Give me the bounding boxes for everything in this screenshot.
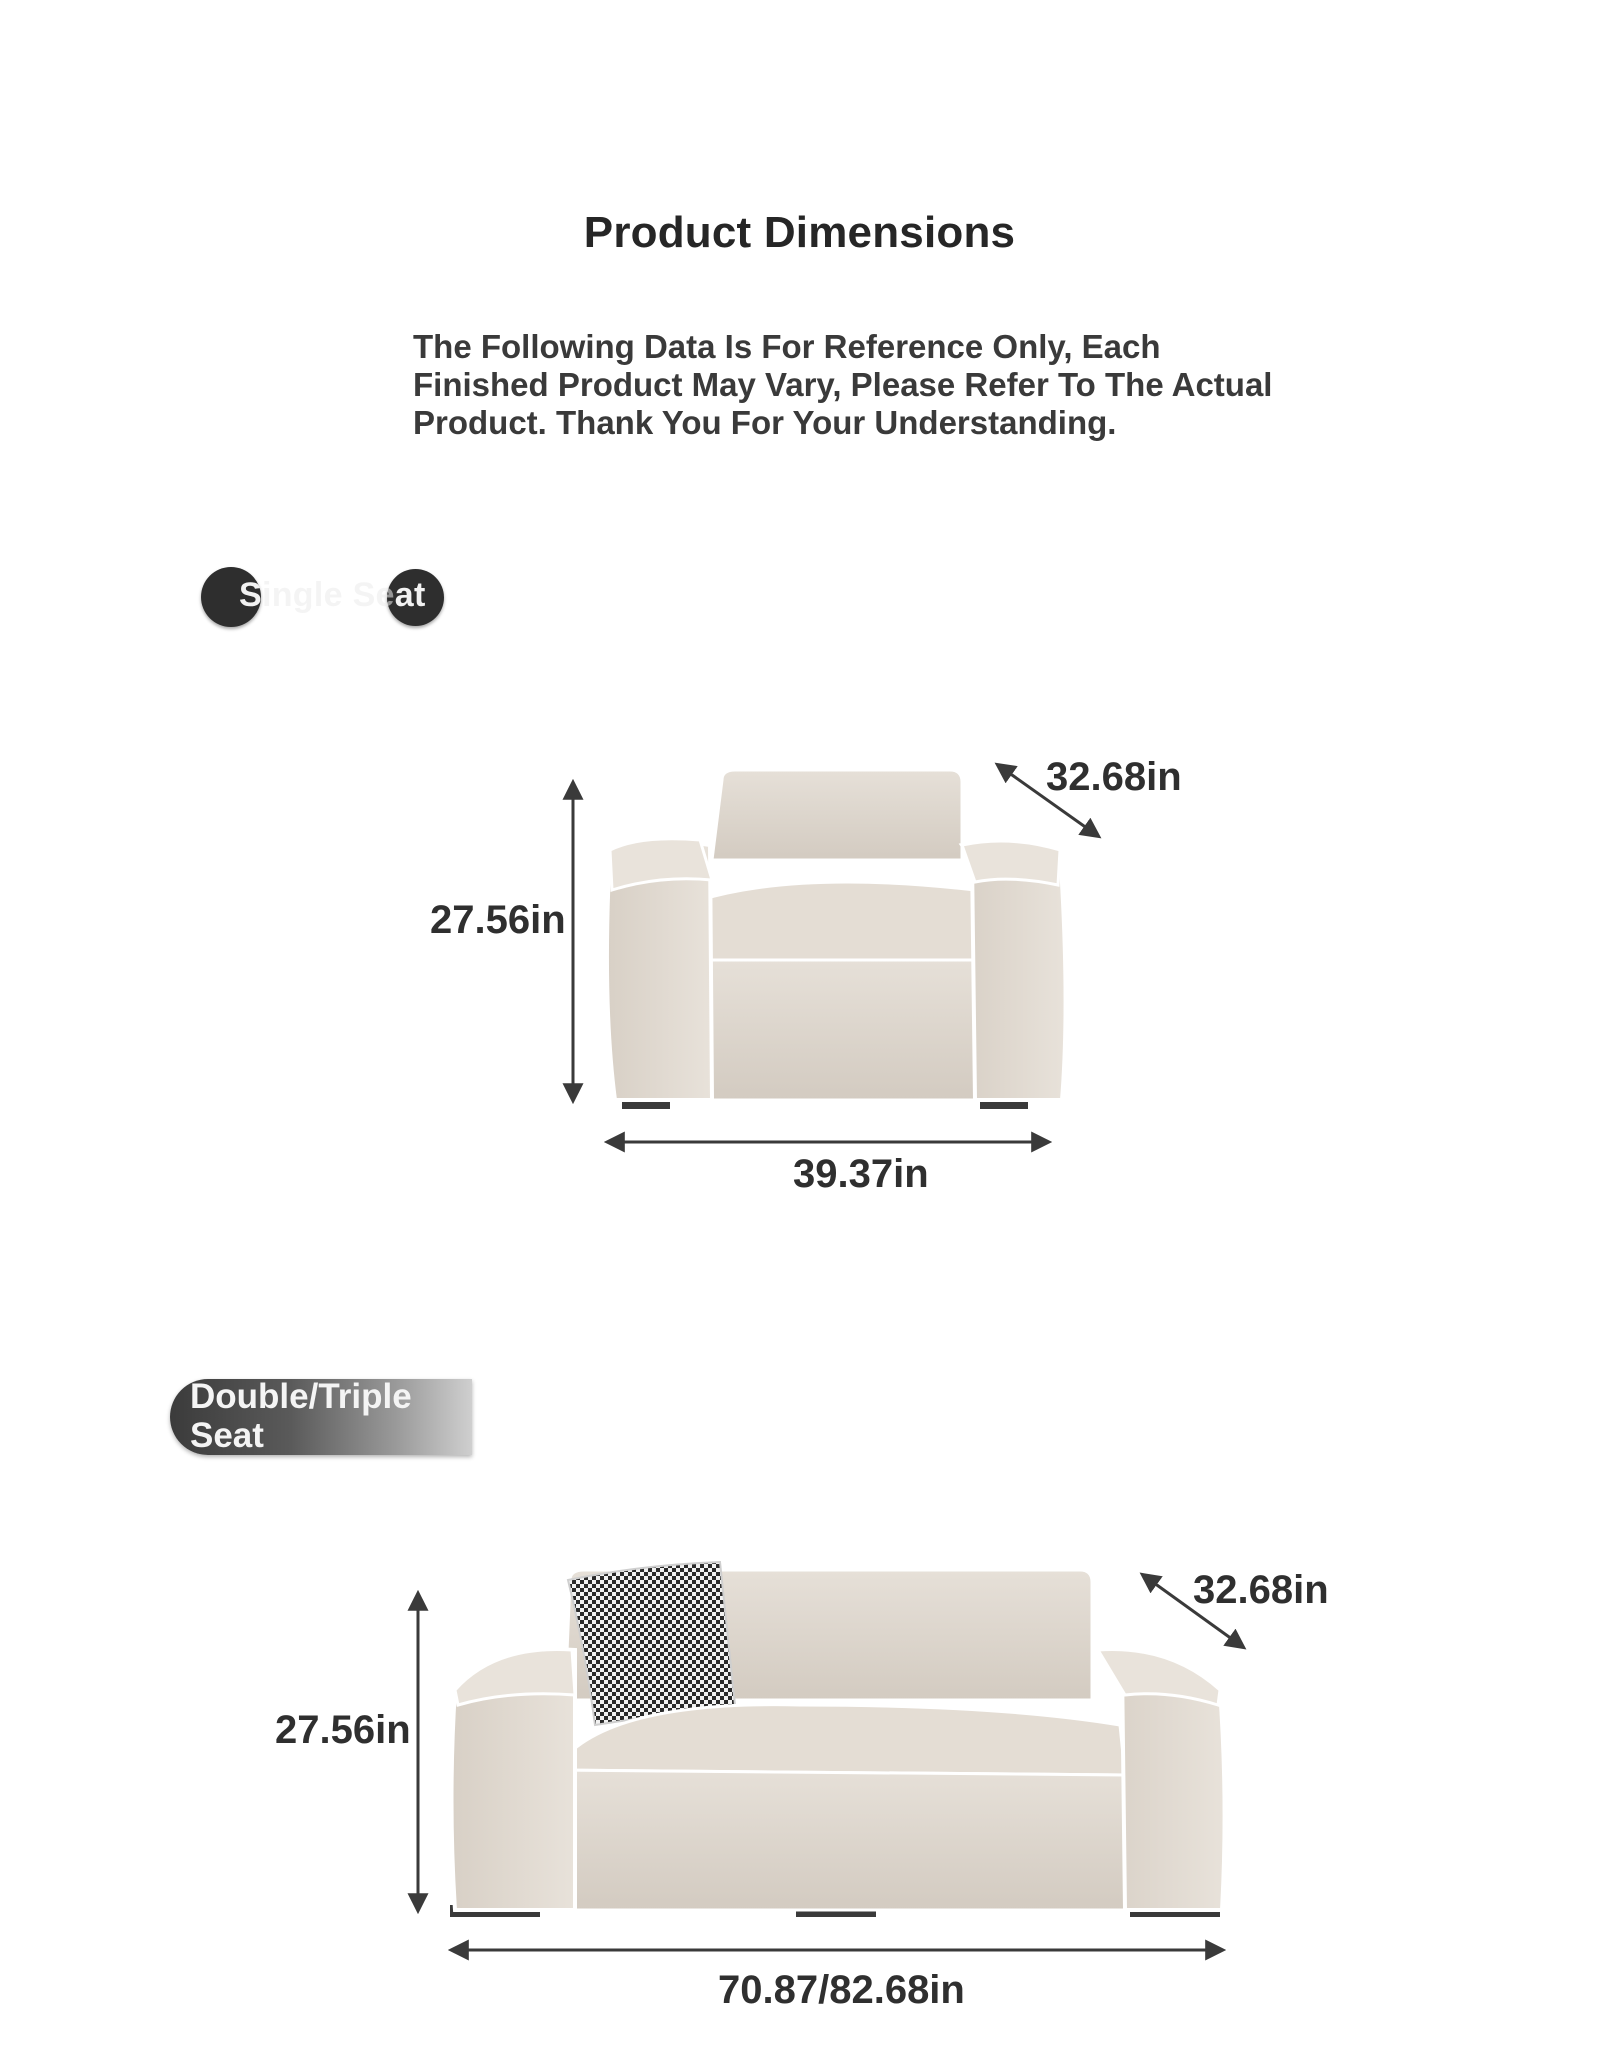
sofa-illustration xyxy=(450,1562,1225,1917)
armchair-backrest xyxy=(712,770,962,860)
double-triple-seat-label: Double/Triple Seat xyxy=(190,1377,412,1455)
double-height-label: 27.56in xyxy=(275,1708,411,1752)
armchair-front xyxy=(700,960,982,1100)
armchair-seat-cushion xyxy=(700,882,980,960)
double-width-label: 70.87/82.68in xyxy=(718,1968,965,2012)
sofa-pillow xyxy=(568,1562,735,1725)
single-width-label: 39.37in xyxy=(793,1152,929,1196)
page-title: Product Dimensions xyxy=(583,208,1016,257)
reference-note: The Following Data Is For Reference Only, Each Finished Product May Vary, Please Refer To The Actual Product. Thank You For Your Understanding. xyxy=(413,328,1273,441)
armchair-illustration xyxy=(607,770,1066,1109)
double-depth-label: 32.68in xyxy=(1193,1568,1329,1612)
sofa-front xyxy=(553,1770,1125,1910)
single-depth-label: 32.68in xyxy=(1046,755,1182,799)
single-seat-label: Single Seat xyxy=(239,576,426,614)
armchair-right-arm-top xyxy=(962,841,1060,885)
single-height-label: 27.56in xyxy=(430,898,566,942)
